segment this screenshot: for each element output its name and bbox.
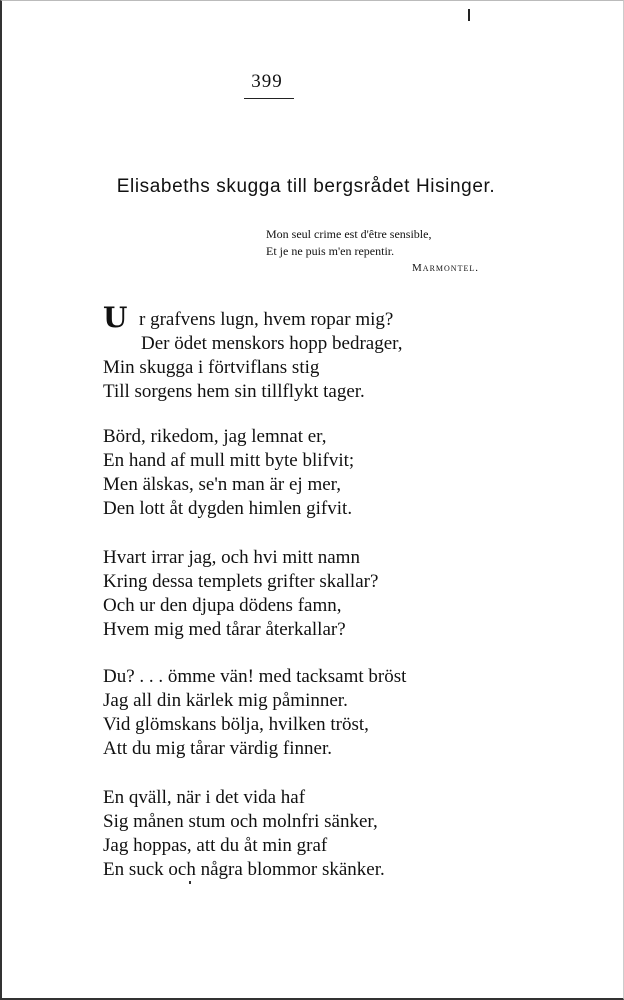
epigraph <box>266 226 511 277</box>
verse-line: Och ur den djupa dödens famn, <box>103 595 342 616</box>
epigraph-line: Et je ne puis m'en repentir. <box>266 244 395 258</box>
stanza <box>103 665 483 761</box>
margin-mark <box>468 9 470 21</box>
verse-line <box>103 301 483 334</box>
verse-line: Jag all din kärlek mig påminner. <box>103 690 348 711</box>
stanza <box>103 546 483 642</box>
verse-line: Men älskas, se'n man är ej mer, <box>103 474 341 495</box>
stanza <box>103 301 483 404</box>
epigraph-line: Mon seul crime est d'être sensible, <box>266 227 432 241</box>
epigraph-attribution: Marmontel. <box>412 262 479 274</box>
drop-cap: U <box>103 301 128 334</box>
verse-line: Till sorgens hem sin tillflykt tager. <box>103 381 365 402</box>
verse-line: Kring dessa templets grifter skallar? <box>103 571 379 592</box>
verse-line: Jag hoppas, att du åt min graf <box>103 835 328 856</box>
verse-line: En qväll, när i det vida haf <box>103 787 306 808</box>
verse-line: Den lott åt dygden himlen gifvit. <box>103 498 353 519</box>
verse-line: Vid glömskans bölja, hvilken tröst, <box>103 714 369 735</box>
verse-line: Att du mig tårar värdig finner. <box>103 738 332 759</box>
verse-line: Min skugga i förtviflans stig <box>103 357 320 378</box>
page-number-rule <box>244 98 294 99</box>
poem-title: Elisabeths skugga till bergsrådet Hisinger. <box>116 176 496 197</box>
verse-line: Sig månen stum och molnfri sänker, <box>103 811 378 832</box>
stanza <box>103 425 483 521</box>
page-number: 399 <box>251 71 283 92</box>
stanza <box>103 786 483 882</box>
verse-line-text: r grafvens lugn, hvem ropar mig? <box>139 309 394 330</box>
verse-line: Börd, rikedom, jag lemnat er, <box>103 426 327 447</box>
verse-line: En hand af mull mitt byte blifvit; <box>103 450 355 471</box>
verse-line: En suck och några blommor skänker. <box>103 859 385 880</box>
verse-line: Hvem mig med tårar återkallar? <box>103 619 346 640</box>
verse-line: Du? . . . ömme vän! med tacksamt bröst <box>103 666 407 687</box>
verse-line: Hvart irrar jag, och hvi mitt namn <box>103 547 360 568</box>
print-speck <box>189 881 191 884</box>
verse-line: Der ödet menskors hopp bedrager, <box>141 333 403 354</box>
